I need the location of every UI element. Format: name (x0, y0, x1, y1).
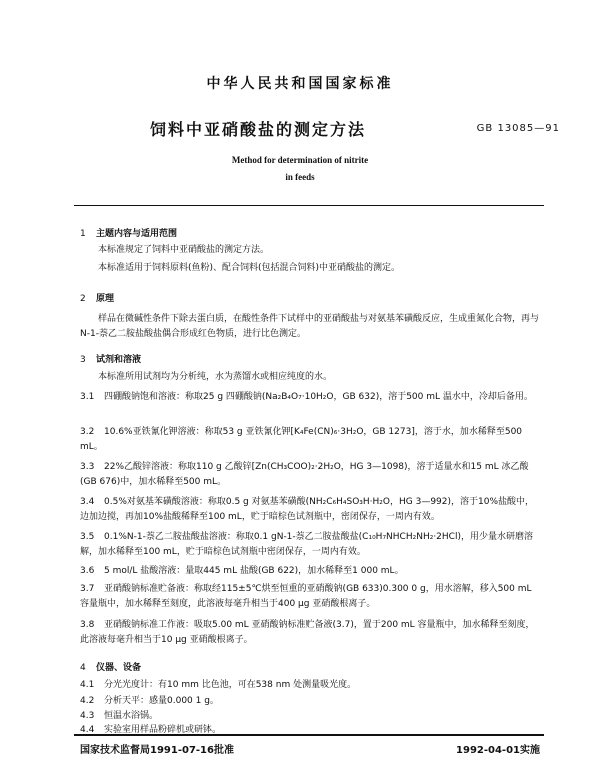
top-divider (74, 205, 544, 206)
item-3-5: 3.5 0.1%N-1-萘乙二胺盐酸盐溶液：称取0.1 gN-1-萘乙二胺盐酸盐(C₁₀H₇NHCH₂NH₂·2HCl)，用少量水研磨溶解，加水稀释至100 mL，贮于暗棕色试剂瓶中密闭保存，一周内有效。 (80, 532, 533, 557)
gb-code: GB 13085—91 (476, 123, 560, 134)
english-title-line1: Method for determination of nitrite (231, 155, 369, 165)
english-title-line2: in feeds (285, 172, 315, 182)
section-4-heading: 4 仪器、设备 (80, 663, 142, 673)
item-3-2: 3.2 10.6%亚铁氰化钾溶液：称取53 g 亚铁氰化钾[K₄Fe(CN)₆·3H₂O，GB 1273]，溶于水，加水稀释至500 mL。 (80, 427, 523, 452)
section-2-p1: 样品在微碱性条件下除去蛋白质，在酸性条件下试样中的亚硝酸盐与对氨基苯磺酸反应，生成重氮化合物，再与N-1-萘乙二胺盐酸盐偶合形成红色物质，进行比色测定。 (80, 314, 540, 339)
english-title (0, 152, 600, 186)
section-1-p2: 本标准适用于饲料原料(鱼粉)、配合饲料(包括混合饲料)中亚硝酸盐的测定。 (98, 263, 401, 273)
item-3-8: 3.8 亚硝酸钠标准工作液：吸取5.00 mL 亚硝酸钠标准贮备液(3.7)，置于200 mL 容量瓶中，加水稀释至刻度，此溶液每毫升相当于10 μg 亚硝酸根离子。 (80, 620, 535, 645)
title-row (0, 117, 600, 139)
item-3-3: 3.3 22%乙酸锌溶液：称取110 g 乙酸锌[Zn(CH₃COO)₂·2H₂O，HG 3—1098)，溶于适量水和15 mL 冰乙酸(GB 676)中，加水稀释至500 mL。 (80, 462, 529, 487)
item-4-3: 4.3 恒温水浴锅。 (80, 711, 159, 721)
item-3-4: 3.4 0.5%对氨基苯磺酸溶液：称取0.5 g 对氨基苯磺酸(NH₂C₆H₄SO₃H·H₂O，HG 3—992)，溶于10%盐酸中，边加边搅，再加10%盐酸稀释至100 mL，贮于暗棕色试剂瓶中，密闭保存，一周内有效。 (80, 497, 535, 522)
item-4-1: 4.1 分光光度计：有10 mm 比色池，可在538 nm 处测量吸光度。 (80, 680, 357, 690)
document-title: 饲料中亚硝酸盐的测定方法 (150, 120, 367, 139)
item-4-4: 4.4 实验室用样品粉碎机或研钵。 (80, 725, 222, 735)
bottom-divider (74, 734, 544, 736)
item-3-6: 3.6 5 mol/L 盐酸溶液：量取445 mL 盐酸(GB 622)，加水稀释至1 000 mL。 (80, 566, 404, 576)
section-1-heading: 1 主题内容与适用范围 (80, 229, 178, 239)
section-2-heading: 2 原理 (80, 294, 115, 304)
approval-date: 国家技术监督局1991-07-16批准 (80, 745, 234, 756)
section-3-intro: 本标准所用试剂均为分析纯，水为蒸馏水或相应纯度的水。 (98, 372, 333, 382)
item-3-7: 3.7 亚硝酸钠标准贮备液：称取经115±5℃烘至恒重的亚硝酸钠(GB 633)0.300 0 g，用水溶解，移入500 mL 容量瓶中，加水稀释至刻度，此溶液每毫升相当于400 μg 亚硝酸根离子。 (80, 584, 532, 609)
item-4-2: 4.2 分析天平：感量0.000 1 g。 (80, 696, 219, 706)
section-3-heading: 3 试剂和溶液 (80, 355, 142, 365)
section-1-p1: 本标准规定了饲料中亚硝酸盐的测定方法。 (98, 245, 270, 255)
item-3-1: 3.1 四硼酸钠饱和溶液：称取25 g 四硼酸钠(Na₂B₄O₇·10H₂O，GB 632)，溶于500 mL 温水中，冷却后备用。 (80, 392, 533, 402)
effective-date: 1992-04-01实施 (456, 745, 540, 756)
standard-body-header: 中华人民共和国国家标准 (206, 76, 394, 92)
